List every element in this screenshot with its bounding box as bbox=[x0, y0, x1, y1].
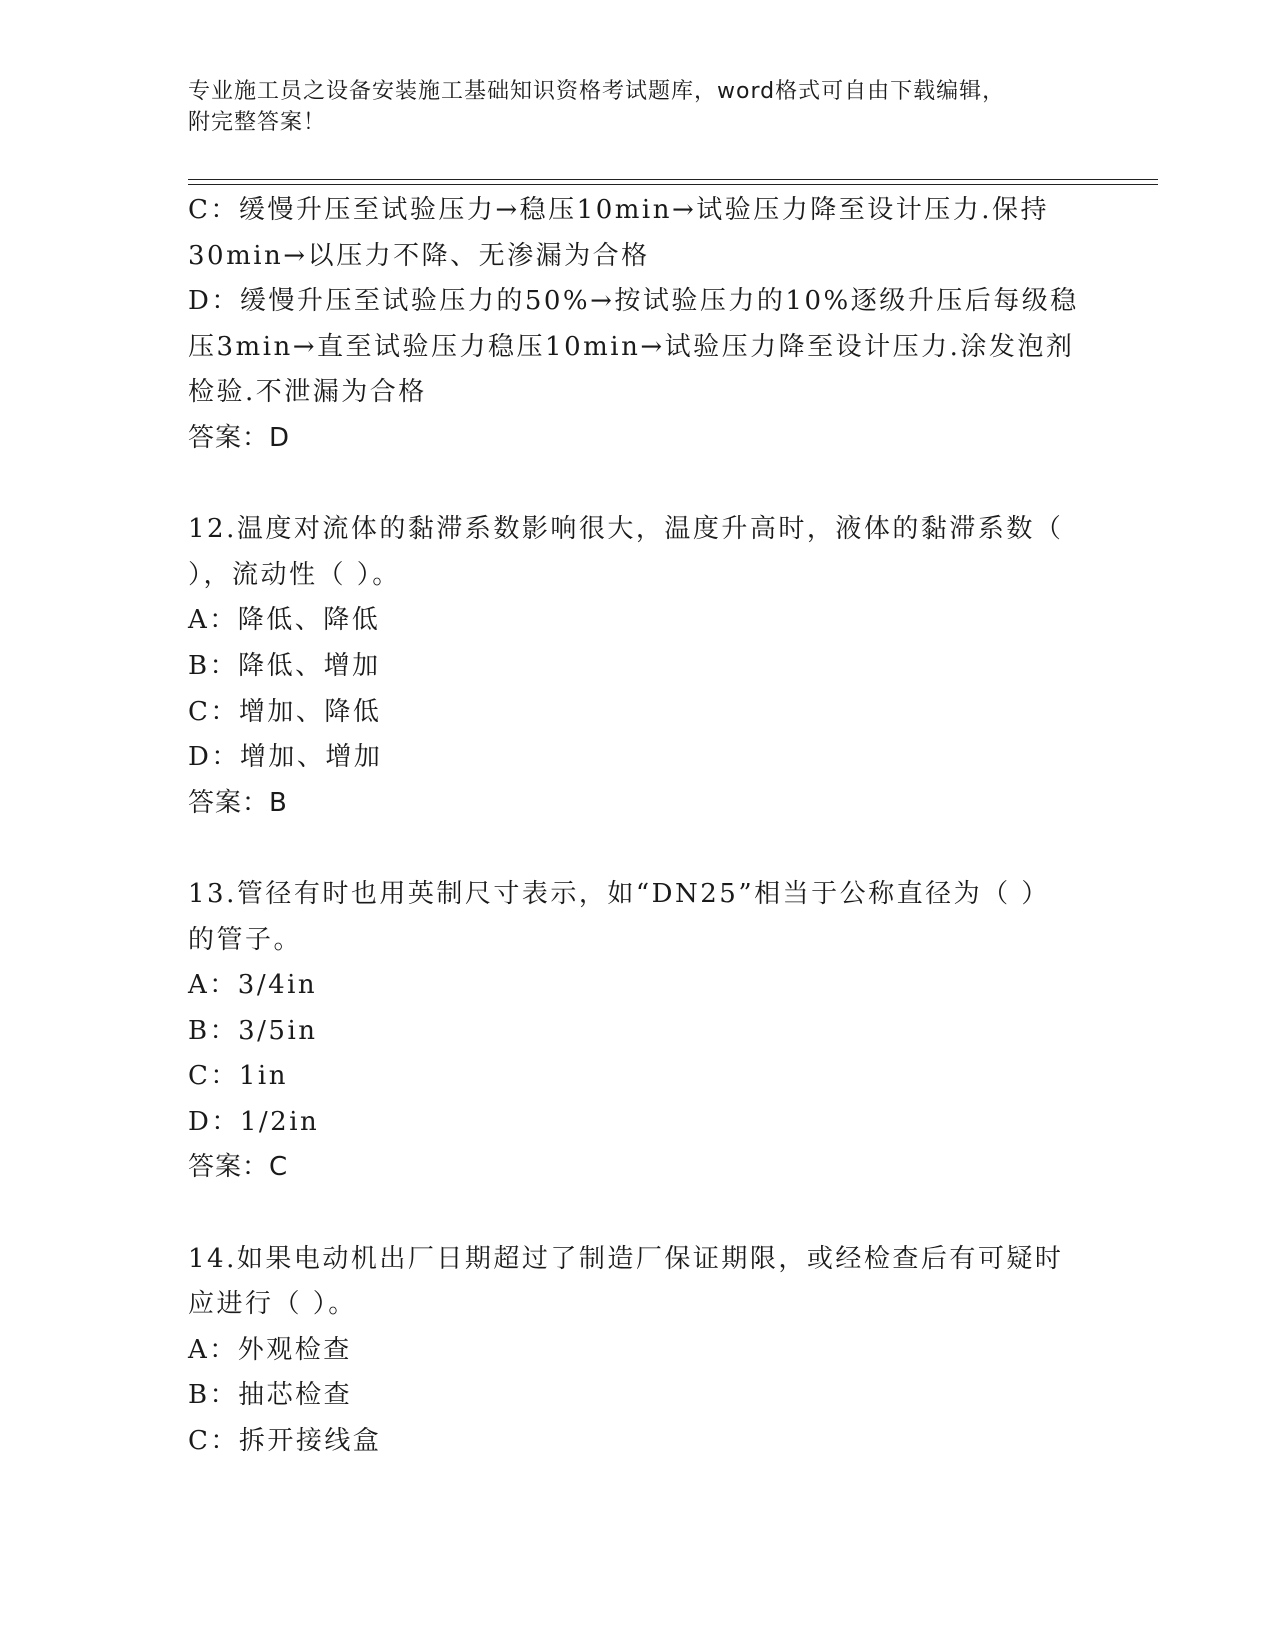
question-13-option-d: D：1/2in bbox=[188, 1106, 320, 1137]
question-14-line-2: 应进行（ ）。 bbox=[188, 1289, 357, 1320]
question-14-option-a: A：外观检查 bbox=[188, 1334, 352, 1365]
question-14-option-b: B：抽芯检查 bbox=[188, 1380, 353, 1411]
question-13-option-a: A：3/4in bbox=[188, 970, 318, 1001]
question-13-option-c: C：1in bbox=[188, 1061, 288, 1092]
question-12-line-2: ），流动性（ ）。 bbox=[188, 559, 401, 590]
question-12-answer: 答案：B bbox=[188, 787, 288, 818]
question-13-line-2: 的管子。 bbox=[188, 924, 303, 955]
header-line-2: 附完整答案！ bbox=[188, 110, 327, 135]
prev-answer: 答案：D bbox=[188, 422, 291, 453]
spacer bbox=[188, 826, 1088, 872]
spacer bbox=[188, 462, 1088, 508]
document-header bbox=[188, 76, 1068, 138]
question-14-line-1: 14.如果电动机出厂日期超过了制造厂保证期限，或经检查后有可疑时 bbox=[188, 1243, 1064, 1274]
prev-option-c-line-2: 30min→以压力不降、无渗漏为合格 bbox=[188, 240, 650, 271]
question-14-option-c: C：拆开接线盒 bbox=[188, 1426, 382, 1457]
prev-option-c-line-1: C：缓慢升压至试验压力→稳压10min→试验压力降至设计压力.保持 bbox=[188, 195, 1050, 225]
question-13-option-b: B：3/5in bbox=[188, 1015, 318, 1046]
header-line-1: 专业施工员之设备安装施工基础知识资格考试题库，word格式可自由下载编辑， bbox=[188, 79, 1006, 104]
question-12-option-a: A：降低、降低 bbox=[188, 605, 381, 636]
question-13-answer: 答案：C bbox=[188, 1152, 289, 1183]
header-rule-top bbox=[188, 179, 1158, 180]
question-12-line-1: 12.温度对流体的黏滞系数影响很大，温度升高时，液体的黏滞系数（ bbox=[188, 514, 1064, 545]
prev-option-d-line-1: D：缓慢升压至试验压力的50%→按试验压力的10%逐级升压后每级稳 bbox=[188, 286, 1079, 317]
spacer bbox=[188, 1191, 1088, 1237]
document-body bbox=[188, 188, 1088, 1465]
question-13-line-1: 13.管径有时也用英制尺寸表示，如“DN25”相当于公称直径为（ ） bbox=[188, 878, 1050, 909]
prev-option-d-line-2: 压3min→直至试验压力稳压10min→试验压力降至设计压力.涂发泡剂 bbox=[188, 331, 1075, 362]
question-12-option-c: C：增加、降低 bbox=[188, 696, 382, 727]
prev-option-d-line-3: 检验.不泄漏为合格 bbox=[188, 377, 427, 408]
question-12-option-d: D：增加、增加 bbox=[188, 742, 383, 773]
header-rule-bottom bbox=[188, 184, 1158, 185]
question-12-option-b: B：降低、增加 bbox=[188, 650, 381, 681]
